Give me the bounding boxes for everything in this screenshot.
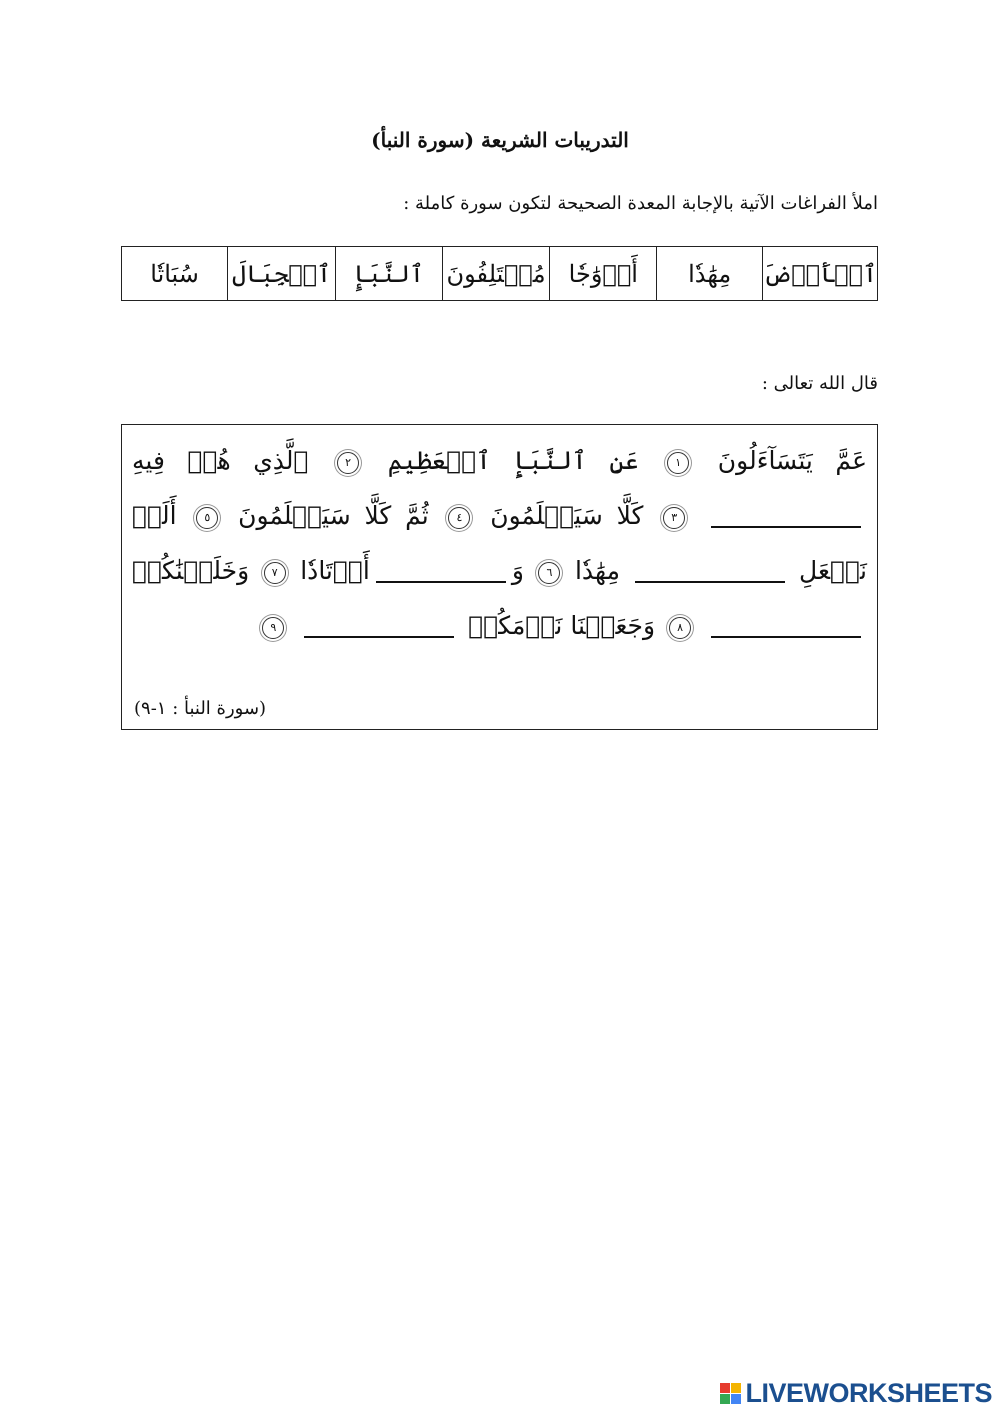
verse-text: كَلَّا [616, 501, 644, 530]
ayah-number: ٨ [669, 617, 691, 639]
page-title: التدريبات الشريعة (سورة النبأ) [371, 128, 629, 152]
logo-text: LIVEWORKSHEETS [745, 1378, 992, 1408]
verse-text: وَخَلَقۡنَٰكُمۡ [132, 556, 250, 585]
ayah-number: ١ [667, 452, 689, 474]
verse-text: وَ [511, 556, 524, 585]
liveworksheets-logo [720, 1378, 992, 1409]
verse-text: مِهَٰدٗا [574, 556, 620, 585]
blank-field[interactable] [711, 526, 861, 528]
verse-text: ٱلَّذِي هُمۡ فِيهِ [132, 446, 309, 475]
ayah-number: ٧ [264, 562, 286, 584]
ayah-number: ٣ [663, 507, 685, 529]
logo-square [731, 1394, 741, 1404]
verse-text: ثُمَّ كَلَّا سَيَعۡلَمُونَ [238, 501, 429, 530]
verse-box [121, 424, 878, 730]
word-bank [121, 246, 878, 301]
word-bank-item[interactable]: ٱلۡجِبَالَ [228, 247, 336, 301]
verse-text: عَنِ ٱلنَّبَإِ ٱلۡعَظِيمِ [387, 446, 639, 475]
ayah-number: ٤ [448, 507, 470, 529]
blank-field[interactable] [711, 636, 861, 638]
word-bank-item[interactable]: مِهَٰدٗا [657, 247, 763, 301]
blank-field[interactable] [304, 636, 454, 638]
logo-square [720, 1394, 730, 1404]
verse-text: أَوۡتَادٗا [300, 556, 370, 585]
instruction-text: املأ الفراغات الآتية بالإجابة المعدة الصحيحة لتكون سورة كاملة : [403, 193, 878, 214]
intro-text: قال الله تعالى : [761, 373, 878, 394]
word-bank-item[interactable]: ٱلۡأَرۡضَ [763, 247, 878, 301]
ayah-number: ٦ [538, 562, 560, 584]
ayah-number: ٢ [337, 452, 359, 474]
verse-text: أَلَمۡ نَجۡعَلِ [132, 501, 867, 585]
verse-text: وَجَعَلۡنَا نَوۡمَكُمۡ [468, 611, 656, 640]
blank-field[interactable] [376, 581, 506, 583]
verse-text: سَيَعۡلَمُونَ [490, 501, 603, 530]
word-bank-item[interactable]: سُبَاتٗا [122, 247, 228, 301]
verse-reference: (سورة النبأ : ١-٩) [134, 698, 267, 719]
ayah-number: ٥ [196, 507, 218, 529]
verse-text: عَمَّ يَتَسَآءَلُونَ [717, 446, 867, 475]
blank-field[interactable] [635, 581, 785, 583]
logo-squares-icon [720, 1383, 741, 1404]
word-bank-item[interactable]: ٱلنَّبَإِ [335, 247, 442, 301]
word-bank-item[interactable]: مُخۡتَلِفُونَ [442, 247, 550, 301]
ayah-number: ٩ [262, 617, 284, 639]
word-bank-item[interactable]: أَزۡوَٰجٗا [550, 247, 657, 301]
verse-lines [132, 433, 867, 653]
logo-square [731, 1383, 741, 1393]
logo-square [720, 1383, 730, 1393]
